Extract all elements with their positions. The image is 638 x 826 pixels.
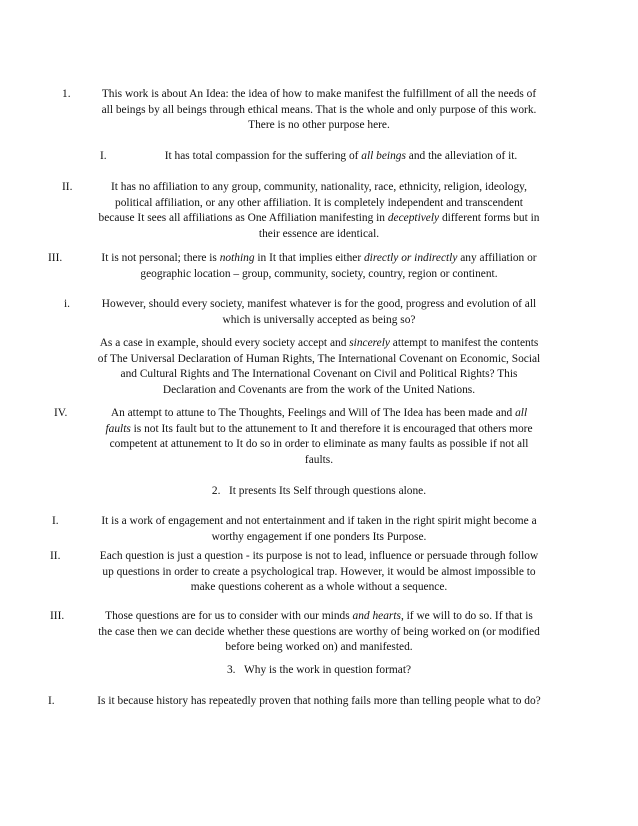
item-marker: i. xyxy=(64,298,71,310)
item-marker: I. xyxy=(52,515,59,527)
affiliation-paragraph: It has no affiliation to any group, community, nationality, race, ethnicity, religion, ideology, political affiliation, or any other affiliation. It is completely independent and transcendent because It sees all affiliations as One Affiliation manifesting in deceptively different forms but in their essence are identical. xyxy=(98,181,540,240)
engagement-paragraph: It is a work of engagement and not entertainment and if taken in the right spirit might become a worthy engagement if one ponders Its Purpose. xyxy=(101,515,537,543)
section-heading: 3. Why is the work in question format? xyxy=(226,664,412,676)
item-marker: I. xyxy=(100,150,107,162)
universal-good-paragraph: However, should every society, manifest whatever is for the good, progress and evolution of all which is universally accepted as being so? xyxy=(101,298,537,326)
item-marker: 1. xyxy=(62,88,71,100)
item-marker: IV. xyxy=(54,407,68,419)
compassion-paragraph: It has total compassion for the suffering of all beings and the alleviation of it. xyxy=(164,150,518,162)
intro-paragraph: This work is about An Idea: the idea of how to make manifest the fulfillment of all the needs of all beings by all beings through ethical means. That is the whole and only purpose of this work. There is no other purpose here. xyxy=(101,88,537,131)
history-paragraph: Is it because history has repeatedly proven that nothing fails more than telling people what to do? xyxy=(97,695,541,707)
item-marker: I. xyxy=(48,695,55,707)
consider-paragraph: Those questions are for us to consider with our minds and hearts, if we will to do so. If that is the case then we can decide whether these questions are worthy of being worked on (or modified before being worked on) and manifested. xyxy=(98,610,540,653)
section-heading: 2. It presents Its Self through questions alone. xyxy=(211,485,427,497)
item-marker: III. xyxy=(50,610,65,622)
item-marker: II. xyxy=(62,181,73,193)
item-marker: II. xyxy=(50,550,61,562)
not-personal-paragraph: It is not personal; there is nothing in It that implies either directly or indirectly any affiliation or geographic location – group, community, society, country, region or continent. xyxy=(101,252,537,280)
un-declaration-paragraph: As a case in example, should every society accept and sincerely attempt to manifest the contents of The Universal Declaration of Human Rights, The International Covenant on Economic, Social and Cultural Rights and The International Covenant on Civil and Political Rights? This Declaration and Covenants are from the work of the United Nations. xyxy=(97,337,541,396)
attunement-paragraph: An attempt to attune to The Thoughts, Feelings and Will of The Idea has been made and all faults is not Its fault but to the attunement to It and therefore it is encouraged that others more competent at attunement to It do so in order to eliminate as many faults as possible if not all faults. xyxy=(105,407,533,466)
question-purpose-paragraph: Each question is just a question - its purpose is not to lead, influence or persuade through follow up questions in order to create a psychological trap. However, it would be almost impossible to make questions coherent as a whole without a sequence. xyxy=(99,550,539,593)
item-marker: III. xyxy=(48,252,63,264)
